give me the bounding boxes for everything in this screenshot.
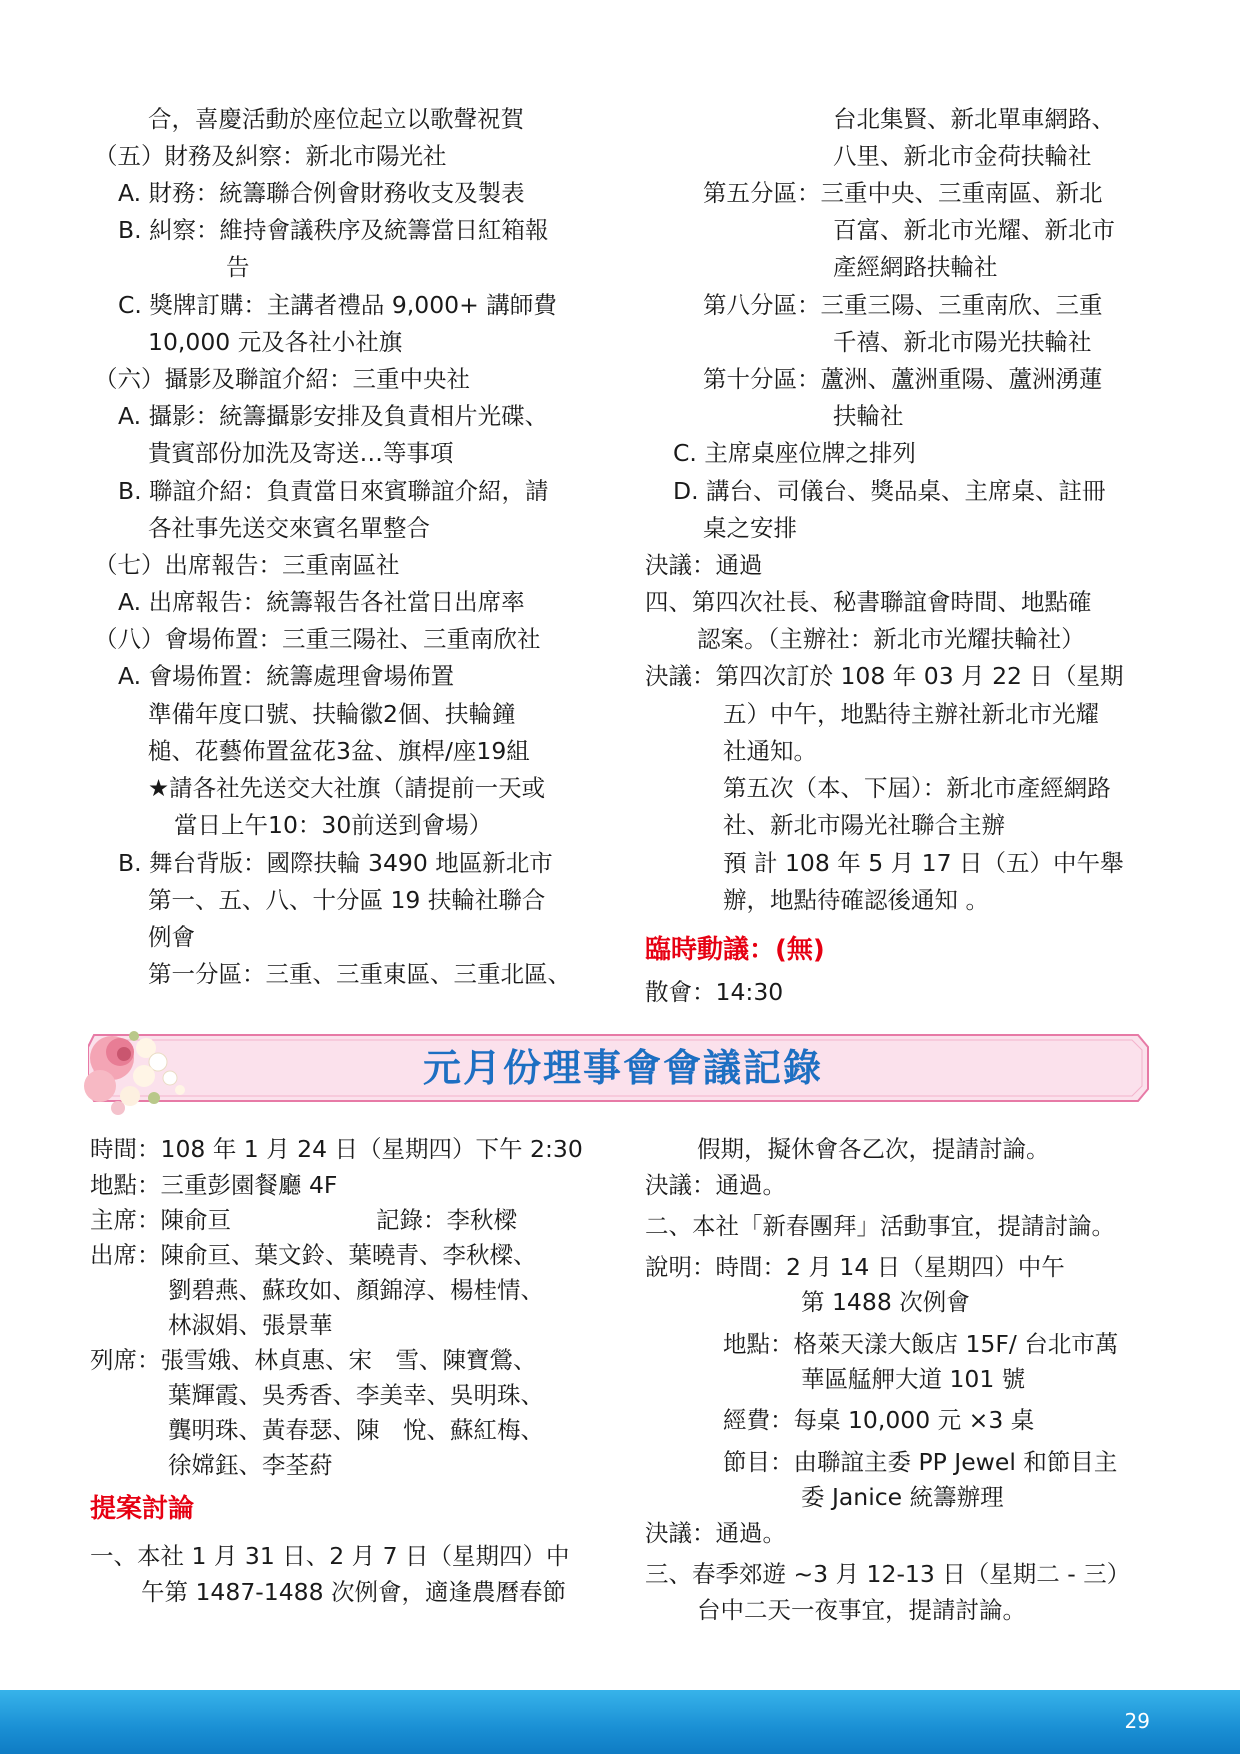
section-heading: 四、第四次社長、秘書聯誼會時間、地點確 xyxy=(645,588,1092,616)
text-line: 例會 xyxy=(148,923,195,951)
proposal-2: 二、本社「新春團拜」活動事宜，提請討論。 xyxy=(645,1212,1115,1240)
text-line: 百富、新北市光耀、新北市 xyxy=(833,216,1115,244)
text-line: 第十分區：蘆洲、蘆洲重陽、蘆洲湧蓮 xyxy=(703,365,1103,393)
explanation-program: 節目：由聯誼主委 PP Jewel 和節目主 xyxy=(723,1448,1118,1476)
section-heading: （八）會場佈置：三重三陽社、三重南欣社 xyxy=(94,625,541,653)
resolution: 決議：通過。 xyxy=(645,1171,786,1199)
text-line: 第一分區：三重、三重東區、三重北區、 xyxy=(148,960,571,988)
text-line: A. 會場佈置：統籌處理會場佈置 xyxy=(118,662,455,690)
observers-cont: 葉輝霞、吳秀香、李美幸、吳明珠、 xyxy=(168,1381,544,1409)
text-line: 五）中午，地點待主辦社新北市光耀 xyxy=(723,700,1099,728)
section-heading: （五）財務及糾察：新北市陽光社 xyxy=(94,142,447,170)
extempore-motion-heading: 臨時動議：(無) xyxy=(645,935,825,965)
text-line: 告 xyxy=(226,253,250,281)
text-line: 八里、新北市金荷扶輪社 xyxy=(833,142,1092,170)
text-line: D. 講台、司儀台、獎品桌、主席桌、註冊 xyxy=(673,477,1106,505)
attendees-cont: 林淑娟、張景華 xyxy=(168,1311,333,1339)
text-line: 認案。（主辦社：新北市光耀扶輪社） xyxy=(697,625,1085,653)
proposal-3: 三、春季郊遊 ~3 月 12-13 日（星期二 - 三） xyxy=(645,1560,1131,1588)
text-line: 當日上午10：30前送到會場） xyxy=(174,811,493,839)
section-heading: （六）攝影及聯誼介紹：三重中央社 xyxy=(94,365,470,393)
text-line: C. 獎牌訂購：主講者禮品 9,000+ 講師費 xyxy=(118,291,557,319)
banner-title: 元月份理事會會議記錄 xyxy=(422,1046,823,1090)
explanation-time: 說明：時間：2 月 14 日（星期四）中午 xyxy=(645,1253,1065,1281)
text-line: 社通知。 xyxy=(723,737,817,765)
text-line: 預 計 108 年 5 月 17 日（五）中午舉 xyxy=(723,849,1124,877)
text-line: 各社事先送交來賓名單整合 xyxy=(148,514,430,542)
meeting-place: 地點：三重彭園餐廳 4F xyxy=(90,1171,338,1199)
text-line: 決議：通過 xyxy=(645,551,763,579)
text-line: A. 出席報告：統籌報告各社當日出席率 xyxy=(118,588,525,616)
attendees-cont: 劉碧燕、蘇玫如、顏錦淳、楊桂情、 xyxy=(168,1276,544,1304)
meeting-chair: 主席：陳俞亘 xyxy=(90,1206,231,1234)
observers: 列席：張雪娥、林貞惠、宋 雪、陳寶鶯、 xyxy=(90,1346,537,1374)
explanation-place-cont: 華區艋舺大道 101 號 xyxy=(801,1365,1026,1393)
attendees: 出席：陳俞亘、葉文鈴、葉曉青、李秋樑、 xyxy=(90,1241,537,1269)
text-line: 貴賓部份加洗及寄送…等事項 xyxy=(148,439,454,467)
section-title-banner xyxy=(88,1033,1150,1103)
text-line: B. 糾察：維持會議秩序及統籌當日紅箱報 xyxy=(118,216,549,244)
text-line: B. 舞台背版：國際扶輪 3490 地區新北市 xyxy=(118,849,553,877)
adjournment-time: 散會：14:30 xyxy=(645,978,784,1006)
text-line: A. 攝影：統籌攝影安排及負責相片光碟、 xyxy=(118,402,549,430)
footer-bar xyxy=(0,1690,1240,1754)
text-line: 槌、花藝佈置盆花3盆、旗桿/座19組 xyxy=(148,737,530,765)
proposals-heading: 提案討論 xyxy=(90,1494,195,1524)
text-line: 產經網路扶輪社 xyxy=(833,253,998,281)
resolution: 決議：通過。 xyxy=(645,1519,786,1547)
text-line: 準備年度口號、扶輪徽2個、扶輪鐘 xyxy=(148,700,516,728)
text-line: 合，喜慶活動於座位起立以歌聲祝賀 xyxy=(148,105,524,133)
explanation-place: 地點：格萊天漾大飯店 15F/ 台北市萬 xyxy=(723,1330,1119,1358)
proposal-3-cont: 台中二天一夜事宜，提請討論。 xyxy=(697,1596,1026,1624)
text-line: 第八分區：三重三陽、三重南欣、三重 xyxy=(703,291,1103,319)
observers-cont: 徐嫦鈺、李荃葤 xyxy=(168,1451,333,1479)
text-line: 社、新北市陽光社聯合主辦 xyxy=(723,811,1005,839)
text-line: 第一、五、八、十分區 19 扶輪社聯合 xyxy=(148,886,546,914)
text-line: 台北集賢、新北單車網路、 xyxy=(833,105,1115,133)
observers-cont: 龔明珠、黃春瑟、陳 悅、蘇紅梅、 xyxy=(168,1416,544,1444)
text-line: ★請各社先送交大社旗（請提前一天或 xyxy=(148,774,546,802)
text-line: 千禧、新北市陽光扶輪社 xyxy=(833,328,1092,356)
meeting-recorder: 記錄：李秋樑 xyxy=(376,1206,517,1234)
proposal-1: 一、本社 1 月 31 日、2 月 7 日（星期四）中 xyxy=(90,1542,570,1570)
explanation-time-cont: 第 1488 次例會 xyxy=(801,1288,970,1316)
text-line: 決議：第四次訂於 108 年 03 月 22 日（星期 xyxy=(645,662,1124,690)
text-line: C. 主席桌座位牌之排列 xyxy=(673,439,916,467)
flower-decoration-icon xyxy=(84,1018,214,1118)
section-heading: （七）出席報告：三重南區社 xyxy=(94,551,400,579)
text-line: 桌之安排 xyxy=(703,514,797,542)
page-number: 29 xyxy=(1124,1709,1150,1733)
proposal-1-cont: 午第 1487-1488 次例會，適逢農曆春節 xyxy=(141,1578,567,1606)
explanation-cost: 經費：每桌 10,000 元 ×3 桌 xyxy=(723,1406,1035,1434)
text-line: 第五次（本、下屆）：新北市產經網路 xyxy=(723,774,1111,802)
proposal-1-cont: 假期，擬休會各乙次，提請討論。 xyxy=(697,1135,1050,1163)
text-line: 辦，地點待確認後通知 。 xyxy=(723,886,989,914)
text-line: 10,000 元及各社小社旗 xyxy=(148,328,403,356)
text-line: 扶輪社 xyxy=(833,402,904,430)
text-line: A. 財務：統籌聯合例會財務收支及製表 xyxy=(118,179,525,207)
explanation-program-cont: 委 Janice 統籌辦理 xyxy=(801,1483,1004,1511)
text-line: B. 聯誼介紹：負責當日來賓聯誼介紹，請 xyxy=(118,477,549,505)
text-line: 第五分區：三重中央、三重南區、新北 xyxy=(703,179,1103,207)
meeting-time: 時間：108 年 1 月 24 日（星期四）下午 2:30 xyxy=(90,1135,583,1163)
